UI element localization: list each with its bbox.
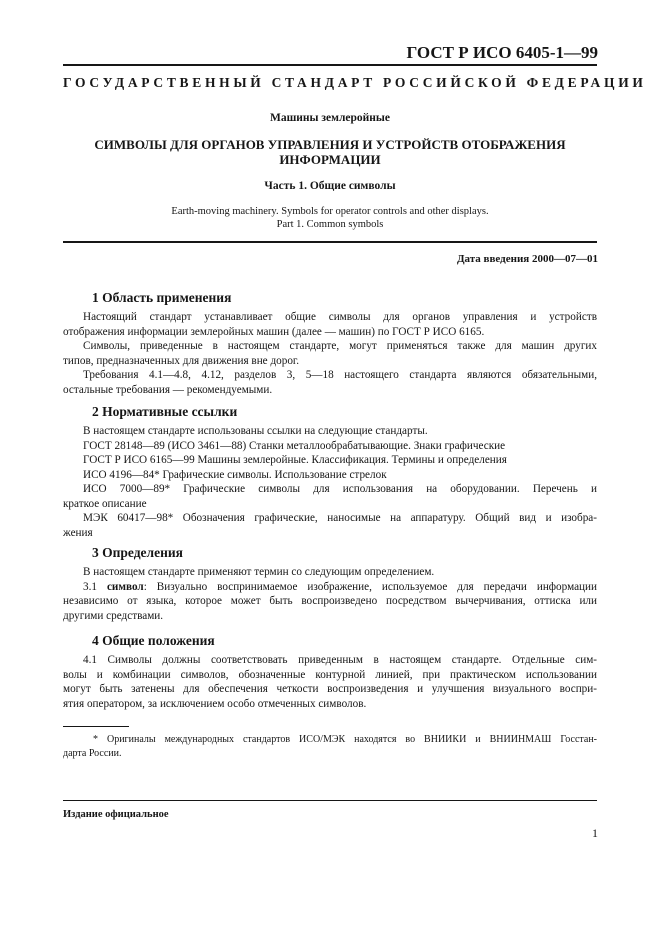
paragraph-line: независимо от языка, которое может быть воспроизведено посредством вычерчивания, оттиска или xyxy=(63,595,597,607)
paragraph-line: Требования 4.1—4.8, 4.12, разделов 3, 5—18 настоящего стандарта являются обязательными, xyxy=(83,369,597,381)
title-rule xyxy=(63,241,597,243)
paragraph-line: В настоящем стандарте использованы ссылки на следующие стандарты. xyxy=(83,425,428,437)
reference-line: ИСО 4196—84* Графические символы. Использование стрелок xyxy=(83,468,387,481)
english-title xyxy=(63,205,597,231)
reference-line: жения xyxy=(63,526,93,539)
footnote-line-2: дарта России. xyxy=(63,748,122,759)
paragraph-line: типов, предназначенных для движения вне дорог. xyxy=(63,354,300,367)
paragraph-line: отображения информации землеройных машин (далее — машин) по ГОСТ Р ИСО 6165. xyxy=(63,325,485,338)
reference-line: ГОСТ 28148—89 (ИСО 3461—88) Станки металлообрабатывающие. Знаки графические xyxy=(83,439,506,452)
definition-line xyxy=(63,580,597,595)
section-1-body xyxy=(63,310,597,397)
main-title xyxy=(63,137,597,167)
paragraph-line: В настоящем стандарте применяют термин со следующим определением. xyxy=(83,566,435,578)
page-number: 1 xyxy=(592,826,598,840)
state-standard-title: ГОСУДАРСТВЕННЫЙ СТАНДАРТ РОССИЙСКОЙ ФЕДЕРАЦИИ xyxy=(63,75,647,90)
english-title-line-2: Part 1. Common symbols xyxy=(276,219,384,230)
subject-title: Машины землеройные xyxy=(269,112,390,124)
paragraph-line: остальные требования — рекомендуемыми. xyxy=(63,383,273,396)
standard-number: ГОСТ Р ИСО 6405-1—99 xyxy=(406,43,598,62)
paragraph-line: Настоящий стандарт устанавливает общие символы для органов управления и устройств xyxy=(83,311,597,323)
term: символ xyxy=(106,580,144,593)
term-definition: : Визуально воспринимаемое изображение, используемое для передачи информации xyxy=(143,580,598,593)
date-of-introduction: Дата введения 2000—07—01 xyxy=(456,253,598,265)
footer-rule xyxy=(63,800,597,801)
paragraph-line: 4.1 Символы должны соответствовать приведенным в настоящем стандарте. Отдельные сим- xyxy=(83,654,597,666)
section-4-heading: 4 Общие положения xyxy=(92,633,215,648)
paragraph-line: ятия оператором, за исключением особо отмеченных символов. xyxy=(63,697,367,710)
paragraph-line: волы и комбинации символов, обозначенные контурной линией, при практическом использовании xyxy=(63,668,597,681)
reference-line: краткое описание xyxy=(63,497,147,510)
section-3-body xyxy=(63,565,597,623)
header-rule-top xyxy=(63,64,597,66)
reference-line: ГОСТ Р ИСО 6165—99 Машины землеройные. Классификация. Термины и определения xyxy=(83,454,507,466)
section-3-heading: 3 Определения xyxy=(92,545,183,560)
footnote xyxy=(63,733,597,761)
part-title: Часть 1. Общие символы xyxy=(264,180,396,192)
section-1-heading: 1 Область применения xyxy=(92,290,232,305)
main-title-line-1: СИМВОЛЫ ДЛЯ ОРГАНОВ УПРАВЛЕНИЯ И УСТРОЙСТВ ОТОБРАЖЕНИЯ xyxy=(94,137,566,152)
official-edition-label: Издание официальное xyxy=(63,809,169,820)
reference-line: МЭК 60417—98* Обозначения графические, наносимые на аппаратуру. Общий вид и изобра- xyxy=(83,512,597,524)
section-2-body xyxy=(63,424,597,540)
paragraph-line: Символы, приведенные в настоящем стандарте, могут применяться также для машин других xyxy=(83,340,597,352)
main-title-line-2: ИНФОРМАЦИИ xyxy=(279,152,381,167)
footnote-rule xyxy=(63,726,129,727)
term-number: 3.1 xyxy=(83,580,97,593)
paragraph-line: могут быть затенены для обеспечения четкости воспроизведения и улучшения визуального воспри- xyxy=(63,683,597,695)
footnote-line-1: * Оригиналы международных стандартов ИСО/МЭК находятся во ВНИИКИ и ВНИИНМАШ Госстан- xyxy=(93,734,597,745)
paragraph-line: другими средствами. xyxy=(63,609,164,622)
english-title-line-1: Earth-moving machinery. Symbols for operator controls and other displays. xyxy=(171,206,489,217)
reference-line: ИСО 7000—89* Графические символы для использования на оборудовании. Перечень и xyxy=(83,483,597,495)
section-4-body xyxy=(63,653,597,711)
section-2-heading: 2 Нормативные ссылки xyxy=(92,404,238,419)
